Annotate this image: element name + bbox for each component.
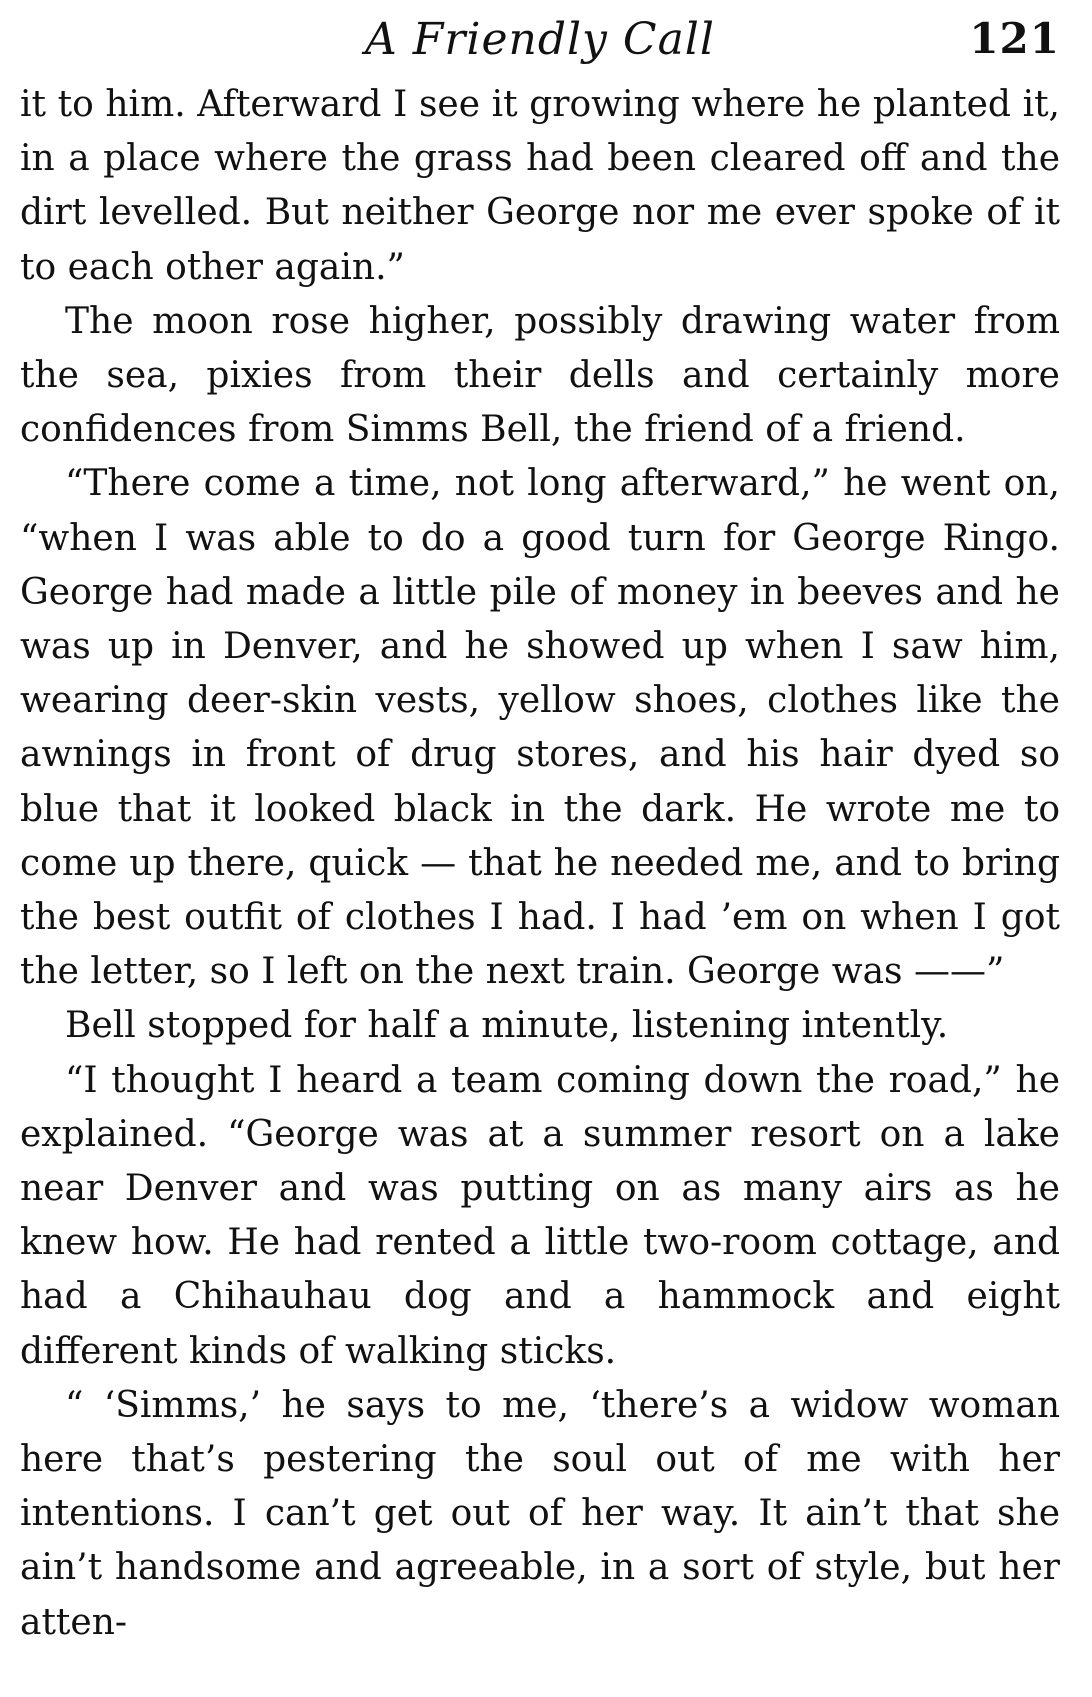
paragraph-6: “ ‘Simms,’ he says to me, ‘there’s a widow woman here that’s pestering the soul out of me with her intentions. I can’t get out of her way. It ain’t that she ain’t handsome and agreeable, in a sort of style, but her atten- <box>20 1384 1060 1643</box>
paragraph-2: The moon rose higher, possibly drawing water from the sea, pixies from their dells and certainly more confidences from Simms Bell, the friend of a friend. <box>20 300 1060 451</box>
paragraph-1: it to him. Afterward I see it growing where he planted it, in a place where the grass had been cleared off and the dirt levelled. But neither George nor me ever spoke of it to each other again.” <box>20 84 1060 288</box>
paragraph-5: “I thought I heard a team coming down the road,” he explained. “George was at a summer resort on a lake near Denver and was putting on as many airs as he knew how. He had rented a little two-room cottage, and had a Chihauhau dog and a hammock and eight different kinds of walking sticks. <box>20 1059 1060 1372</box>
page-number: 121 <box>969 14 1060 63</box>
paragraph-4: Bell stopped for half a minute, listening intently. <box>65 1005 949 1047</box>
running-title: A Friendly Call <box>365 14 715 65</box>
page-header <box>20 8 1060 70</box>
paragraph-3: “There come a time, not long afterward,” he went on, “when I was able to do a good turn for George Ringo. George had made a little pile of money in beeves and he was up in Denver, and he showed up when I saw him, wearing deer-skin vests, yellow shoes, clothes like the awnings in front of drug stores, and his hair dyed so blue that it looked black in the dark. He wrote me to come up there, quick — that he needed me, and to bring the best outfit of clothes I had. I had ’em on when I got the letter, so I left on the next train. George was ——” <box>20 463 1060 993</box>
body-text <box>20 78 1060 1650</box>
book-page <box>20 8 1060 1650</box>
